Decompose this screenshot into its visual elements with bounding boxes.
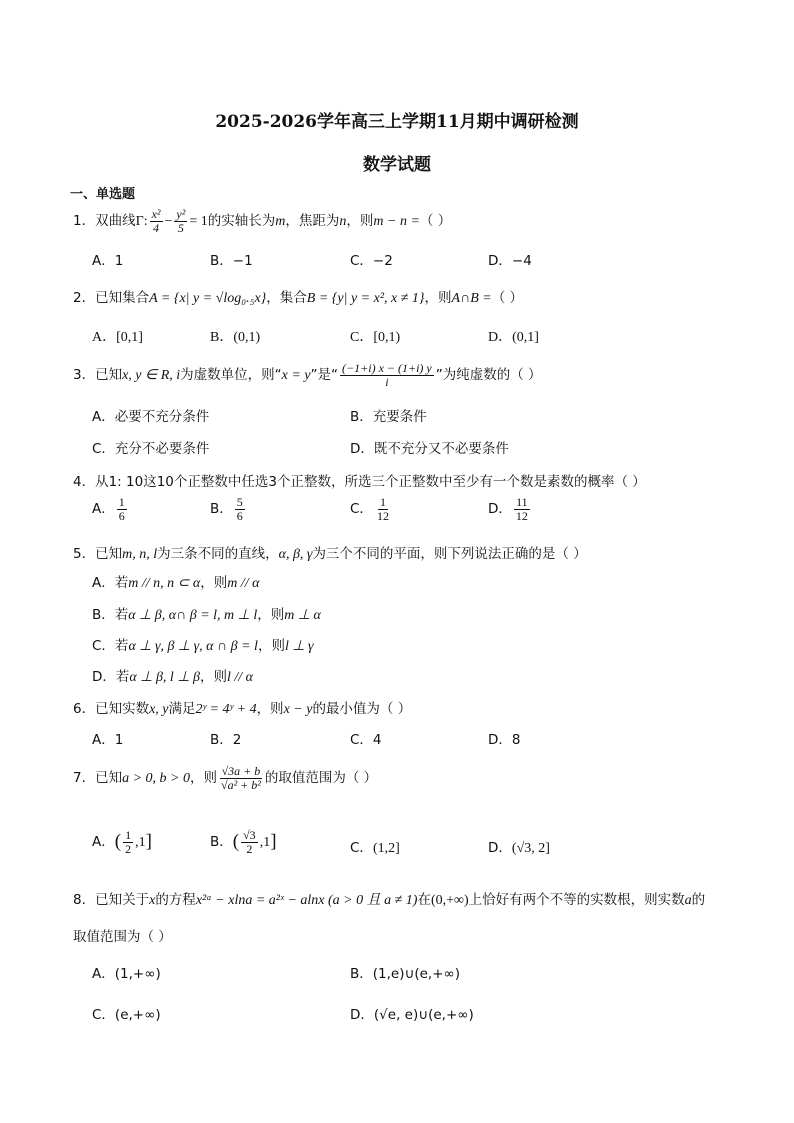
question-3: 3．已知x, y ∈ R, i为虚数单位，则“x = y”是“ $\frac{(-1+i) x - (1+i) y}{i}$ ”为纯虚数的（ ） <box>73 361 542 389</box>
option-b: B．( $\frac{√3}{2}$ ,1] <box>210 828 277 856</box>
option-b: B．(0,1) <box>210 330 261 345</box>
math-fraction: $\frac{(-1+i) x - (1+i) y}{i}$ <box>342 361 432 389</box>
option-d: D．(√3, 2] <box>488 840 550 856</box>
option-b: B．−1 <box>210 253 253 269</box>
option-a: A．必要不充分条件 <box>92 409 210 425</box>
math-set-a: A = {x| y = √log₀.₅x} <box>149 291 267 306</box>
math-fraction: $\frac{\text{y²}}{5}$ <box>176 207 186 235</box>
option-a: A．1 <box>92 732 124 748</box>
option-a: A．( $\frac{1}{2}$ ,1] <box>92 828 152 856</box>
question-8-line2: 取值范围为（ ） <box>73 929 172 945</box>
option-d: D． $\frac{11}{12}$ <box>488 495 528 523</box>
question-4: 4．从1: 10这10个正整数中任选3个正整数，所选三个正整数中至少有一个数是素数的概率（ ） <box>73 474 646 490</box>
option-b: B．若α ⊥ β, α∩ β = l, m ⊥ l，则m ⊥ α <box>92 607 321 623</box>
question-2: 2．已知集合A = {x| y = √log₀.₅x}，集合B = {y| y = x², x ≠ 1}，则A∩B =（ ） <box>73 290 523 306</box>
question-5: 5．已知m, n, l为三条不同的直线，α, β, γ为三个不同的平面，则下列说法正确的是（ ） <box>73 546 587 562</box>
option-c: C． $\frac{1}{12}$ <box>350 495 389 523</box>
option-b: B．(1,e)∪(e,+∞) <box>350 966 461 982</box>
section-heading: 一、单选题 <box>70 187 136 202</box>
option-d: D．(0,1] <box>488 330 539 345</box>
option-b: B． $\frac{5}{6}$ <box>210 495 243 523</box>
question-8: 8．已知关于x的方程x²ᵃ − xlna = a²ˣ − alnx (a > 0 且 a ≠ 1)在(0,+∞)上恰好有两个不等的实数根，则实数a的 <box>73 892 706 908</box>
question-6: 6．已知实数x, y满足2ʸ = 4ʸ + 4，则x − y的最小值为（ ） <box>73 701 412 717</box>
option-b: B．2 <box>210 732 242 748</box>
option-c: C．4 <box>350 732 382 748</box>
exam-subtitle: 数学试题 <box>363 155 431 175</box>
option-c: C．(1,2] <box>350 840 400 856</box>
option-d: D．(√e, e)∪(e,+∞) <box>350 1007 474 1023</box>
option-b: B．充要条件 <box>350 409 427 425</box>
question-1: 1．双曲线Γ: $\frac{\text{x²}}{4}$ − $\frac{\text{y²}}{5}$ = 1的实轴长为m，焦距为n，则m − n =（ ） <box>73 207 452 235</box>
option-c: C．若α ⊥ γ, β ⊥ γ, α ∩ β = l，则l ⊥ γ <box>92 638 314 654</box>
math-gamma: Γ: <box>135 214 148 230</box>
math-set-b: B = {y| y = x², x ≠ 1} <box>306 291 425 306</box>
option-c: C．(e,+∞) <box>92 1007 161 1023</box>
option-d: D．−4 <box>488 253 532 269</box>
option-a: A．[0,1] <box>92 330 143 345</box>
option-c: C．[0,1) <box>350 330 401 345</box>
option-d: D．既不充分又不必要条件 <box>350 441 509 457</box>
option-a: A．若m // n, n ⊂ α，则m // α <box>92 575 260 591</box>
question-text: 双曲线 <box>95 213 136 230</box>
math-fraction: $\frac{\text{x²}}{4}$ <box>151 207 161 235</box>
option-a: A．1 <box>92 253 124 269</box>
option-c: C．充分不必要条件 <box>92 441 210 457</box>
question-number: 1． <box>73 213 96 230</box>
math-fraction: $\frac{√3a + b}{\text{√a² + b²}}$ <box>221 764 261 792</box>
question-7: 7．已知a > 0, b > 0，则 $\frac{√3a + b}{\text{√a² + b²}}$ 的取值范围为（ ） <box>73 764 378 792</box>
exam-title: 2025-2026学年高三上学期11月期中调研检测 <box>215 112 579 132</box>
option-c: C．−2 <box>350 253 393 269</box>
option-d: D．若α ⊥ β, l ⊥ β，则l // α <box>92 669 254 685</box>
option-a: A．(1,+∞) <box>92 966 161 982</box>
option-a: A． $\frac{1}{6}$ <box>92 495 125 523</box>
option-d: D．8 <box>488 732 521 748</box>
